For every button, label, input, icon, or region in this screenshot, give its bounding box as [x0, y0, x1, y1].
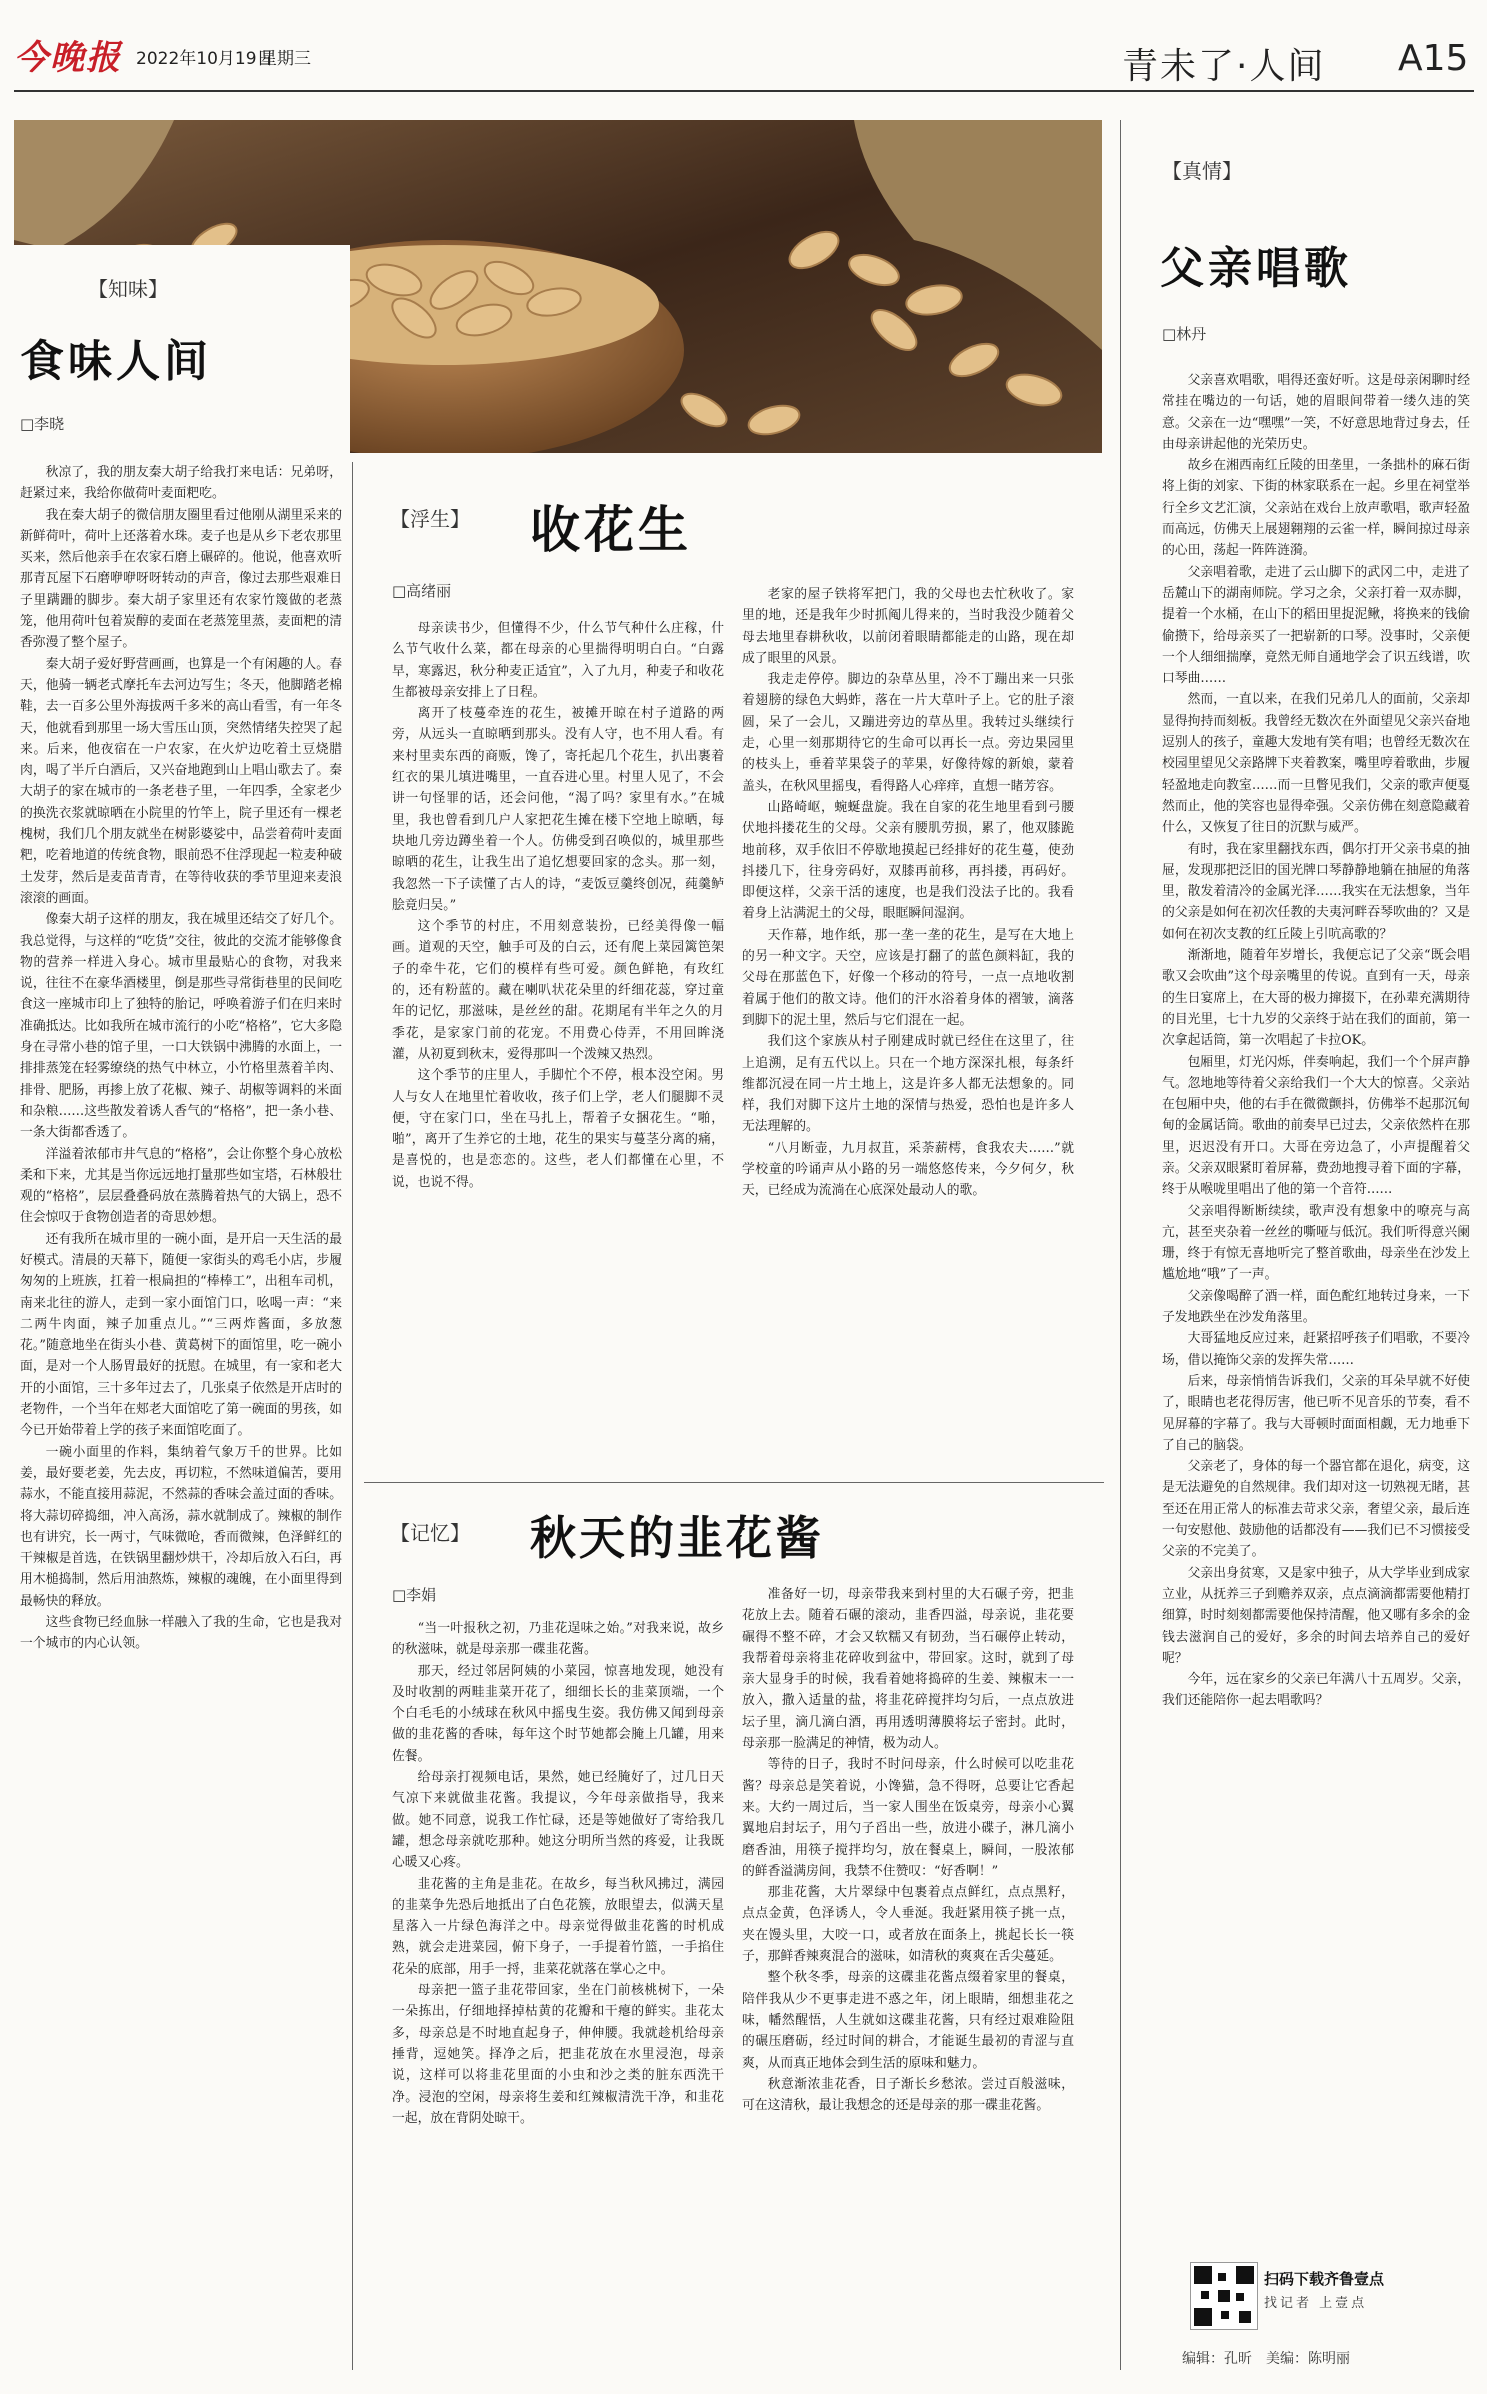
article1-body [20, 462, 342, 2370]
paragraph: 老家的屋子铁将军把门，我的父母也去忙秋收了。家里的地，还是我年少时抓阄儿得来的，当时我没少随着父母去地里春耕秋收，以前闭着眼睛都能走的山路，现在却成了眼里的风景。 [742, 587, 1074, 666]
paragraph: “当一叶报秋之初，乃韭花逞味之始。”对我来说，故乡的秋滋味，就是母亲那一碟韭花酱。 [392, 1621, 724, 1658]
qr-code[interactable] [1190, 2262, 1258, 2330]
article3-body-col2 [742, 1584, 1074, 2378]
paragraph: 我们这个家族从村子刚建成时就已经住在这里了，往上追溯，足有五代以上。只在一个地方深深扎根，每条纤维都沉浸在同一片土地上，这是许多人都无法想象的。同样，我们对脚下这片土地的深情与热爱，恐怕也是许多人无法理解的。 [742, 1034, 1074, 1135]
paragraph: 这个季节的村庄，不用刻意装扮，已经美得像一幅画。道观的天空，触手可及的白云，还有爬上菜园篱笆架子的牵牛花，它们的模样有些可爱。颜色鲜艳，有玫红的，还有粉蓝的。藏在喇叭状花朵里的纤细花蕊，穿过童年的记忆，那滋味，是丝丝的甜。花期尾有半年之久的月季花，是家家门前的花宠。不用费心侍弄，不用回眸浇灌，从初夏到秋末，爱得那叫一个泼辣又热烈。 [392, 919, 724, 1062]
section-divider [364, 1482, 1104, 1483]
qr-subcaption: 找记者 上壹点 [1264, 2296, 1368, 2311]
issue-weekday: 星期三 [260, 49, 311, 69]
paragraph: 父亲像喝醉了酒一样，面色酡红地转过身来，一下子发地跌坐在沙发角落里。 [1162, 1288, 1470, 1326]
newspaper-logo: 今晚报 [14, 38, 122, 78]
paragraph: 整个秋冬季，母亲的这碟韭花酱点缀着家里的餐桌，陪伴我从少不更事走进不惑之年，闭上眼睛，细想韭花之味，幡然醒悟，人生就如这碟韭花酱，只有经过艰难险阻的碾压磨砺，经过时间的耕合，才能诞生最初的青涩与直爽，从而真正地体会到生活的原味和魅力。 [742, 1970, 1074, 2071]
paragraph: 有时，我在家里翻找东西，偶尔打开父亲书桌的抽屉，发现那把泛旧的国光牌口琴静静地躺在抽屉的角落里，散发着清冷的金属光泽……我实在无法想象，当年的父亲是如何在初次任教的夫夷河畔吞琴吹曲的？又是如何在初次支教的红丘陵上引吭高歌的？ [1162, 841, 1470, 942]
article4-byline: □林丹 [1162, 325, 1207, 343]
article2-byline: □高绪丽 [392, 582, 452, 600]
article2-body-col2 [742, 584, 1074, 1468]
paragraph: 我在秦大胡子的微信朋友圈里看过他刚从湖里采来的新鲜荷叶，荷叶上还落着水珠。麦子也是从乡下老农那里买来，然后他亲手在农家石磨上碾碎的。他说，他喜欢听那青瓦屋下石磨咿咿呀呀转动的声音，像过去那些艰难日子里蹒跚的脚步。秦大胡子家里还有农家竹篾做的老蒸笼，他用荷叶包着炭醇的麦面在老蒸笼里蒸，麦面粑的清香弥漫了整个屋子。 [20, 507, 342, 651]
article1-title: 食味人间 [20, 336, 212, 387]
paragraph: 今年，远在家乡的父亲已年满八十五周岁。父亲，我们还能陪你一起去唱歌吗？ [1162, 1672, 1470, 1709]
article4-title: 父亲唱歌 [1160, 243, 1352, 294]
article3-tag: 【记忆】 [390, 1521, 470, 1545]
paragraph: 这些食物已经血脉一样融入了我的生命，它也是我对一个城市的内心认领。 [20, 1615, 342, 1652]
article2-tag: 【浮生】 [390, 507, 470, 531]
paragraph: 然而，一直以来，在我们兄弟几人的面前，父亲却显得拘持而刻板。我曾经无数次在外面望见父亲兴奋地逗别人的孩子，童趣大发地有笑有唱；也曾经无数次在校园里望见父亲路牌下夹着教案，嘴里哼着歌曲，步履轻盈地走向教室……而一旦瞥见我们，父亲的歌声便戛然而止，他的笑容也显得牵强。父亲仿佛在刻意隐藏着什么，又恢复了往日的沉默与威严。 [1162, 692, 1470, 836]
article4-tag: 【真情】 [1162, 159, 1242, 183]
paragraph: 父亲唱着歌，走进了云山脚下的武冈二中，走进了岳麓山下的湖南师院。学习之余，父亲打着一双赤脚，提着一个水桶，在山下的稻田里捉泥鳅，将换来的钱偷偷攒下，给母亲买了一把崭新的口琴。没事时，父亲便一个人细细揣摩，竟然无师自通地学会了识五线谱，吹口琴曲…… [1162, 564, 1470, 687]
paragraph: 母亲把一篮子韭花带回家，坐在门前核桃树下，一朵一朵拣出，仔细地择掉枯黄的花瓣和干瘪的鲜实。韭花太多，母亲总是不时地直起身子，伸伸腰。我就趁机给母亲捶背，逗她笑。择净之后，把韭花放在水里浸泡，母亲说，这样可以将韭花里面的小虫和沙之类的脏东西洗干净。浸泡的空闲，母亲将生姜和红辣椒清洗干净，和韭花一起，放在背阴处晾干。 [392, 1983, 724, 2126]
paragraph: 洋溢着浓郁市井气息的“格格”，会让你整个身心放松柔和下来，尤其是当你远远地打量那些如宝塔，石林般壮观的“格格”，层层叠叠码放在蒸腾着热气的大锅上，恐不住会惊叹于食物创造者的奇思妙想。 [20, 1146, 342, 1226]
paragraph: 故乡在湘西南红丘陵的田垄里，一条拙朴的麻石街将上街的刘家、下街的林家联系在一起。乡里在祠堂举行全乡文艺汇演，父亲站在戏台上放声歌唱，歌声轻盈而高远，仿佛天上展翅翱翔的云雀一样，瞬间掠过母亲的心田，荡起一阵阵涟漪。 [1162, 458, 1470, 559]
paragraph: 还有我所在城市里的一碗小面，是开启一天生活的最好模式。清晨的天幕下，随便一家街头的鸡毛小店，步履匆匆的上班族，扛着一根扁担的“棒棒工”，出租车司机，南来北往的游人，走到一家小面馆门口，吆喝一声：“来二两牛肉面，辣子加重点儿。”“三两炸酱面，多放葱花。”随意地坐在街头小巷、黄葛树下的面馆里，吃一碗小面，是对一个人肠胃最好的抚慰。在城里，有一家和老大开的小面馆，三十多年过去了，几张桌子依然是开店时的老物件，一个当年在郏老大面馆吃了第一碗面的男孩，如今已开始带着上学的孩子来面馆吃面了。 [20, 1231, 342, 1439]
paragraph: 那韭花酱，大片翠绿中包裹着点点鲜红，点点黑籽，点点金黄，色泽诱人，令人垂涎。我赶紧用筷子挑一点，夹在馒头里，大咬一口，或者放在面条上，挑起长长一筷子，那鲜香辣爽混合的滋味，如清秋的爽爽在舌尖蔓延。 [742, 1885, 1074, 1965]
paragraph: 大哥猛地反应过来，赶紧招呼孩子们唱歌，不要冷场，借以掩饰父亲的发挥失常…… [1162, 1331, 1470, 1368]
paragraph: 一碗小面里的作料，集纳着气象万千的世界。比如姜，最好要老姜，先去皮，再切粒，不然味道偏苦，要用蒜水，不能直接用蒜泥，不然蒜的香味会盖过面的香味。将大蒜切碎捣细，冲入高汤，蒜水就制成了。辣椒的制作也有讲究，长一两寸，气味微呛，香而微辣，色泽鲜红的干辣椒是首选，在铁锅里翻炒烘干，冷却后放入石臼，再用木槌捣制，然后用油熬炼，辣椒的魂魄，在小面里得到最畅快的释放。 [20, 1444, 342, 1609]
column-divider [352, 462, 353, 2370]
issue-date: 2022年10月19日 [136, 49, 274, 69]
article2-title: 收花生 [530, 500, 692, 559]
paragraph: 渐渐地，随着年岁增长，我便忘记了父亲“既会唱歌又会吹曲”这个母亲嘴里的传说。直到有一天，母亲的生日宴席上，在大哥的极力撺掇下，在孙辈充满期待的目光里，七十九岁的父亲终于站在我们的面前，第一次拿起话筒，第一次唱起了卡拉OK。 [1162, 948, 1470, 1049]
section-name: 青未了·人间 [1122, 46, 1326, 87]
paragraph: 父亲唱得断断续续，歌声没有想象中的嘹亮与高亢，甚至夹杂着一丝丝的嘶哑与低沉。我们听得意兴阑珊，终于有惊无喜地听完了整首歌曲，母亲坐在沙发上尴尬地“哦”了一声。 [1162, 1203, 1470, 1283]
paragraph: 等待的日子，我时不时问母亲，什么时候可以吃韭花酱？母亲总是笑着说，小馋猫，急不得呀，总要让它香起来。大约一周过后，当一家人围坐在饭桌旁，母亲小心翼翼地启封坛子，用勺子舀出一些，放进小碟子，淋几滴小磨香油，用筷子搅拌均匀，放在餐桌上，瞬间，一股浓郁的鲜香溢满房间，我禁不住赞叹：“好香啊！” [742, 1757, 1074, 1879]
article3-title: 秋天的韭花酱 [530, 1511, 824, 1565]
paragraph: 韭花酱的主角是韭花。在故乡，每当秋风拂过，满园的韭菜争先恐后地抵出了白色花簇，放眼望去，似满天星星落入一片绿色海洋之中。母亲觉得做韭花酱的时机成熟，就会走进菜园，俯下身子，一手提着竹篮，一手掐住花朵的底部，用手一捋，韭菜花就落在掌心之中。 [392, 1876, 724, 1977]
paragraph: 给母亲打视频电话，果然，她已经腌好了，过几日天气凉下来就做韭花酱。我提议，今年母亲做指导，我来做。她不同意，说我工作忙碌，还是等她做好了寄给我几罐，想念母亲就吃那种。她这分明所当然的疼爱，让我既心暖又心疼。 [392, 1770, 724, 1871]
paragraph: 秋意渐浓韭花香，日子渐长乡愁浓。尝过百般滋味，可在这清秋，最让我想念的还是母亲的那一碟韭花酱。 [742, 2076, 1074, 2114]
qr-caption: 扫码下载齐鲁壹点 [1264, 2270, 1385, 2288]
paragraph: 包厢里，灯光闪烁，伴奏响起，我们一个个屏声静气。忽地地等待着父亲给我们一个大大的惊喜。父亲站在包厢中央，他的右手在微微颤抖，仿佛举不起那沉甸甸的金属话筒。歌曲的前奏早已过去，父亲依然杵在那里，迟迟没有开口。大哥在旁边急了，小声提醒着父亲。父亲双眼紧盯着屏幕，费劲地搜寻着下面的字幕，终于从喉咙里唱出了他的第一个音符…… [1162, 1054, 1470, 1198]
paragraph: 那天，经过邻居阿姨的小菜园，惊喜地发现，她没有及时收割的两畦韭菜开花了，细细长长的韭菜顶端，一个个白毛毛的小绒球在秋风中摇曳生姿。我仿佛又闻到母亲做的韭花酱的香味，每年这个时节她都会腌上几罐，用来佐餐。 [392, 1663, 724, 1764]
paragraph: 这个季节的庄里人，手脚忙个不停，根本没空闲。男人与女人在地里忙着收收，孩子们上学，老人们腿脚不灵便，守在家门口，坐在马扎上，帮着子女捆花生。“啪，啪”，离开了生养它的土地，花生的果实与蔓茎分离的痛，是喜悦的，也是恋恋的。这些，老人们都懂在心里，不说，也说不得。 [392, 1068, 724, 1190]
title-panel-middle [363, 453, 1103, 573]
paragraph: 父亲老了，身体的每一个器官都在退化，病变，这是无法避免的自然规律。我们却对这一切熟视无睹，甚至还在用正常人的标准去苛求父亲，奢望父亲，最后连一句安慰他、鼓励他的话都没有——我们已不习惯接受父亲的不完美了。 [1162, 1459, 1470, 1560]
editor-credits: 编辑：孔昕 美编：陈明丽 [1182, 2351, 1350, 2367]
column-divider [1120, 120, 1121, 2370]
paragraph: 母亲读书少，但懂得不少，什么节气种什么庄稼，什么节气收什么菜，都在母亲的心里揣得明明白白。“白露早，寒露迟，秋分种麦正适宜”，入了九月，种麦子和收花生都被母亲安排上了日程。 [392, 621, 724, 700]
paragraph: 秦大胡子爱好野营画画，也算是一个有闲趣的人。春天，他骑一辆老式摩托车去河边写生；冬天，他脚踏老棉鞋，去一百多公里外海拔两千多米的高山看雪，有一年冬天，他就看到那里一场大雪压山顶，突然情绪失控哭了起来。后来，他夜宿在一户农家，在火炉边吃着土豆烧腊肉，喝了半斤白酒后，又兴奋地跑到山上唱山歌去了。秦大胡子的家在城市的一条老巷子里，一年四季，全家老少的换洗衣浆就晾晒在小院里的竹竿上，院子里还有一棵老槐树，我们几个朋友就坐在树影婆娑中，品尝着荷叶麦面粑，吃着地道的传统食物，眼前恐不住浮现起一粒麦种破土发芽，然后是麦苗青青，在等待收获的季节里迎来麦浪滚滚的画面。 [20, 656, 342, 906]
paragraph: 离开了枝蔓牵连的花生，被摊开晾在村子道路的两旁，从远头一直晾晒到那头。没有人守，也不用人看。有来村里卖东西的商贩，馋了，寄托起几个花生，扒出裹着红衣的果儿填进嘴里，一直吞进心里。村里人见了，不会讲一句怪罪的话，还会问他，“渴了吗？家里有水。”在城里，我也曾看到几户人家把花生摊在楼下空地上晾晒，每块地几旁边蹲坐着一个人。仿佛受到召唤似的，城里那些晾晒的花生，让我生出了追忆想要回家的念头。那一刻，我忽然一下子读懂了古人的诗，“麦饭豆羹终创况，莼羹鲈脍竟归吴。” [392, 706, 724, 913]
paragraph: 秋凉了，我的朋友秦大胡子给我打来电话：兄弟呀，赶紧过来，我给你做荷叶麦面粑吃。 [20, 465, 342, 502]
paragraph: 天作幕，地作纸，那一垄一垄的花生，是写在大地上的另一种文字。天空，应该是打翻了的蓝色颜料缸，我的父母在那蓝色下，好像一个移动的符号，一点一点地收割着属于他们的散文诗。他们的汗水浴着身体的褶皱，滴落到脚下的泥土里，然后与它们混在一起。 [742, 927, 1074, 1028]
paragraph: 后来，母亲悄悄告诉我们，父亲的耳朵早就不好使了，眼睛也老花得厉害，他已听不见音乐的节奏，看不见屏幕的字幕了。我与大哥顿时面面相觑，无力地垂下了自己的脑袋。 [1162, 1373, 1470, 1453]
paragraph: 山路崎岖，蜿蜒盘旋。我在自家的花生地里看到弓腰伏地抖搂花生的父母。父亲有腰肌劳损，累了，他双膝跪地前移，双手依旧不停歇地摸起已经排好的花生蔓，使劲抖搂几下，往身旁码好，双膝再前移，再抖搂，再码好。即便这样，父亲干活的速度，也是我们没法子比的。我看着身上沾满泥土的父母，眼眶瞬间湿润。 [742, 799, 1074, 922]
article2-body-col1 [392, 618, 724, 1468]
article1-byline: □李晓 [20, 415, 65, 433]
article3-byline: □李娟 [392, 1586, 437, 1604]
article1-tag: 【知味】 [88, 277, 168, 301]
paragraph: “八月断壶，九月叔苴，采荼薪樗，食我农夫……”就学校童的吟诵声从小路的另一端悠悠传来，今夕何夕，秋天，已经成为流淌在心底深处最动人的歌。 [742, 1140, 1074, 1199]
paragraph: 父亲喜欢唱歌，唱得还蛮好听。这是母亲闲聊时经常挂在嘴边的一句话，她的眉眼间带着一缕久违的笑意。父亲在一边“嘿嘿”一笑，不好意思地背过身去，任由母亲讲起他的光荣历史。 [1162, 373, 1470, 452]
article4-body [1162, 370, 1470, 2238]
paragraph: 像秦大胡子这样的朋友，我在城里还结交了好几个。我总觉得，与这样的“吃货”交往，彼此的交流才能够像食物的营养一样进入身心。城市里最贴心的食物，对我来说，往往不在豪华酒楼里，倒是那些寻常街巷里的民间吃食这一座城市印上了独特的胎记，呼唤着游子们在归来时准确抵达。比如我所在城市流行的小吃“格格”，它大多隐身在寻常小巷的馆子里，一口大铁锅中沸腾的水面上，一排排蒸笼在轻雾缭绕的热气中林立，小竹格里蒸着羊肉、排骨、肥肠，再掺上放了花椒、辣子、胡椒等调料的米面和杂粮……这些散发着诱人香气的“格格”，把一条小巷、一条大街都香透了。 [20, 912, 342, 1141]
article3-body-col1 [392, 1618, 724, 2378]
page-number: A15 [1398, 38, 1469, 79]
paragraph: 我走走停停。脚边的杂草丛里，冷不丁蹦出来一只张着翅膀的绿色大蚂蚱，落在一片大草叶子上。它的肚子滚圆，呆了一会儿，又蹦进旁边的草丛里。我转过头继续行走，心里一刻那期待它的生命可以再长一点。旁边果园里的枝头上，垂着苹果袋子的苹果，好像待嫁的新娘，蒙着盖头，在秋风里摇曳，看得路人心痒痒，直想一睹芳容。 [742, 672, 1074, 794]
masthead-rule [14, 90, 1474, 92]
paragraph: 准备好一切，母亲带我来到村里的大石碾子旁，把韭花放上去。随着石碾的滚动，韭香四溢，母亲说，韭花要碾得不整不碎，才会又软糯又有韧劲，当石碾停止转动，我帮着母亲将韭花碎收到盆中，带回家。这时，就到了母亲大显身手的时候，我看着她将捣碎的生姜、辣椒末一一放入，撒入适量的盐，将韭花碎搅拌均匀后，一点点放进坛子里，滴几滴白酒，再用透明薄膜将坛子密封。此时，母亲那一脸满足的神情，极为动人。 [742, 1587, 1074, 1752]
paragraph: 父亲出身贫寒，又是家中独子，从大学毕业到成家立业，从抚养三子到赡养双亲，点点滴滴都需要他精打细算，时时刻刻都需要他保持清醒，他又哪有多余的金钱去滋润自己的爱好，多余的时间去培养自己的爱好呢？ [1162, 1565, 1470, 1666]
